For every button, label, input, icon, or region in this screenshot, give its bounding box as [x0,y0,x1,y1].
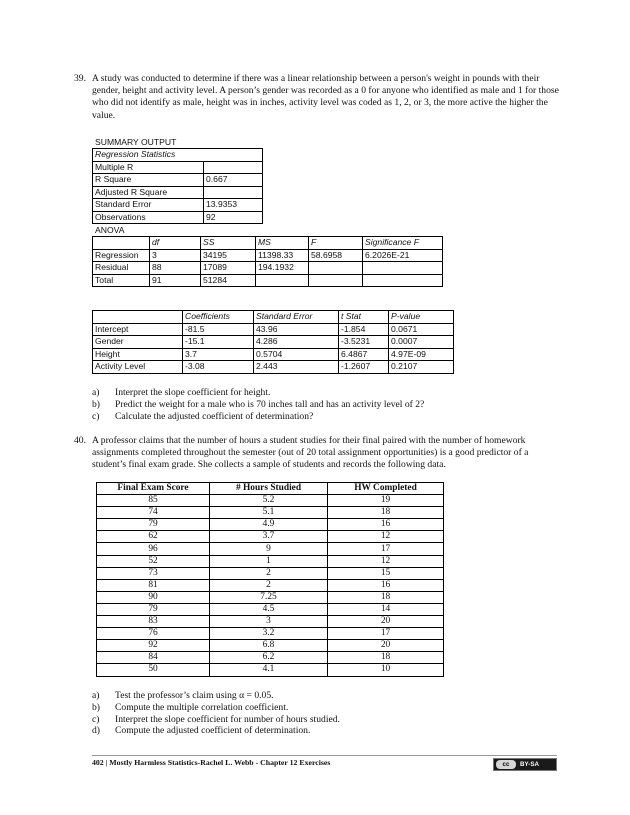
cell: 15 [328,567,444,579]
table-row [93,174,263,187]
cell: 81 [97,579,210,591]
cell: 52 [97,555,210,567]
regression-statistics-label: Regression Statistics [93,149,263,162]
coefficients-section [92,310,454,374]
cell [363,274,443,287]
list-item [92,714,562,726]
stat-value: 92 [204,211,263,224]
cell: 20 [328,616,444,628]
stat-value [204,161,263,174]
table-header-row [93,237,443,250]
table-row [97,664,444,676]
table-header-row [97,483,444,495]
column-header: P-value [389,311,454,324]
cell: Gender [93,336,183,349]
column-header: Standard Error [254,311,339,324]
regression-statistics-table [92,148,263,224]
cell: -1.854 [339,323,389,336]
stat-label: Observations [93,211,204,224]
part-text: Predict the weight for a male who is 70 inches tall and has an activity level of 2? [115,398,425,410]
table-row [93,199,263,212]
cell: 17 [328,543,444,555]
cell: 1 [210,555,328,567]
table-row [97,603,444,615]
column-header: Final Exam Score [97,483,210,495]
cell: 5.1 [210,507,328,519]
table-header-row [93,311,454,324]
question-39-parts [92,387,562,422]
table-row [97,519,444,531]
cell: 3.7 [210,531,328,543]
part-letter: d) [92,725,100,737]
stat-label: Standard Error [93,199,204,212]
question-39-number: 39. [74,73,86,84]
cell: 12 [328,531,444,543]
cell [363,262,443,275]
cc-icon: cc [496,760,516,769]
part-text: Compute the multiple correlation coefficient. [115,701,289,713]
cell: 4.1 [210,664,328,676]
table-row [97,591,444,603]
license-label: BY-SA [520,761,539,768]
cell: 17089 [201,262,256,275]
cell: -3.08 [183,361,254,374]
column-header: MS [256,237,309,250]
cell: 88 [150,262,201,275]
cell: 91 [150,274,201,287]
stat-label: R Square [93,174,204,187]
part-text: Calculate the adjusted coefficient of determination? [115,410,314,422]
cell: 3.7 [183,348,254,361]
cell: 10 [328,664,444,676]
column-header: Coefficients [183,311,254,324]
cell: Total [93,274,150,287]
cell: 3 [150,249,201,262]
cell: 2.443 [254,361,339,374]
cell: 0.0671 [389,323,454,336]
column-header: t Stat [339,311,389,324]
list-item [92,702,562,714]
part-text: Compute the adjusted coefficient of determination. [115,725,311,737]
cell: 3.2 [210,628,328,640]
table-row [93,211,263,224]
table-row [97,652,444,664]
study-data-table [96,482,444,677]
cell: 18 [328,591,444,603]
cell: 85 [97,495,210,507]
table-row [97,628,444,640]
column-header: # Hours Studied [210,483,328,495]
cell: 6.8 [210,640,328,652]
table-row [93,186,263,199]
cell: 0.2107 [389,361,454,374]
cell: 0.5704 [254,348,339,361]
table-row [97,579,444,591]
cell: 5.2 [210,495,328,507]
cell: 14 [328,603,444,615]
list-item [92,411,562,423]
cell: 74 [97,507,210,519]
cell: 12 [328,555,444,567]
question-39-text: A study was conducted to determine if there was a linear relationship between a person's weight in pounds with their gender, height and activity level. A person’s gender was recorded as a 0 for anyone who identified as male and 1 for those who did not identify as male, height was in inches, activity level was coded as 1, 2, or 3, the more active the higher the value. [92,73,559,121]
cell: -3.5231 [339,336,389,349]
list-item [92,690,562,702]
cell: 2 [210,567,328,579]
table-row [93,161,263,174]
cell: 18 [328,507,444,519]
cell: 4.9 [210,519,328,531]
table-row [97,495,444,507]
cell: Regression [93,249,150,262]
cell: 20 [328,640,444,652]
table-row [93,348,454,361]
table-row [97,555,444,567]
table-row [97,567,444,579]
summary-output-title: SUMMARY OUTPUT [95,137,177,147]
cell: -1.2607 [339,361,389,374]
cell: -15.1 [183,336,254,349]
cell: -81.5 [183,323,254,336]
list-item [92,725,562,737]
part-letter: a) [92,387,100,398]
table-row [93,361,454,374]
cell: Intercept [93,323,183,336]
cell: 50 [97,664,210,676]
stat-value [204,186,263,199]
column-header [93,311,183,324]
anova-title: ANOVA [95,225,125,235]
column-header: HW Completed [328,483,444,495]
table-row [97,507,444,519]
cell: 96 [97,543,210,555]
table-row [97,616,444,628]
part-letter: c) [92,713,100,725]
cell: 4.5 [210,603,328,615]
cell: 83 [97,616,210,628]
summary-output [92,136,443,287]
question-40-number: 40. [74,435,86,446]
cell: 76 [97,628,210,640]
cell: Activity Level [93,361,183,374]
part-letter: c) [92,410,100,422]
table-row [97,543,444,555]
part-letter: b) [92,701,100,713]
footer-divider [92,755,557,756]
part-text: Interpret the slope coefficient for height. [115,387,271,398]
study-data-section [96,482,444,677]
cell: 18 [328,652,444,664]
cell: 73 [97,567,210,579]
cell: 9 [210,543,328,555]
cell: 4.286 [254,336,339,349]
cell: 34195 [201,249,256,262]
part-text: Test the professor’s claim using α = 0.05. [115,690,274,701]
part-letter: a) [92,690,100,701]
cell: 58.6958 [309,249,363,262]
anova-table [92,236,443,287]
question-40 [74,435,562,472]
stat-label: Multiple R [93,161,204,174]
cell: 19 [328,495,444,507]
cell: 3 [210,616,328,628]
stat-label: Adjusted R Square [93,186,204,199]
cell [309,262,363,275]
table-row [97,640,444,652]
question-40-parts [92,690,562,737]
stat-value: 13.9353 [204,199,263,212]
table-row [93,336,454,349]
cell: 4.97E-09 [389,348,454,361]
cell [309,274,363,287]
cell: 6.2026E-21 [363,249,443,262]
table-row [93,274,443,287]
table-row [93,262,443,275]
cell: 16 [328,519,444,531]
cell: 6.2 [210,652,328,664]
cell: 51284 [201,274,256,287]
cell: 43.96 [254,323,339,336]
column-header: df [150,237,201,250]
cell [256,274,309,287]
column-header: SS [201,237,256,250]
column-header: F [309,237,363,250]
cell: 2 [210,579,328,591]
part-letter: b) [92,398,100,410]
cell: Residual [93,262,150,275]
page-footer: 402 | Mostly Harmless Statistics-Rachel L. Webb - Chapter 12 Exercises [92,758,331,767]
cell: 194.1932 [256,262,309,275]
cell: 79 [97,519,210,531]
cell: 0.0007 [389,336,454,349]
column-header: Significance F [363,237,443,250]
cc-license-badge [493,758,557,771]
cell: 62 [97,531,210,543]
stat-value: 0.667 [204,174,263,187]
table-row [93,249,443,262]
coefficients-table [92,310,454,374]
question-40-text: A professor claims that the number of hours a student studies for their final paired with the number of homework assignments completed throughout the semester (out of 20 total assignment opportunities) is a good predictor of a student’s final exam grade. She collects a sample of students and records the following data. [92,435,529,471]
table-row [93,323,454,336]
cell: 79 [97,603,210,615]
list-item [92,399,562,411]
cell: 90 [97,591,210,603]
cell: 6.4867 [339,348,389,361]
question-39 [74,73,562,122]
cell: 16 [328,579,444,591]
part-text: Interpret the slope coefficient for number of hours studied. [115,713,340,725]
column-header [93,237,150,250]
cell: 92 [97,640,210,652]
cell: Height [93,348,183,361]
cell: 84 [97,652,210,664]
cell: 11398.33 [256,249,309,262]
cell: 7.25 [210,591,328,603]
table-row [97,531,444,543]
cell: 17 [328,628,444,640]
list-item [92,387,562,399]
